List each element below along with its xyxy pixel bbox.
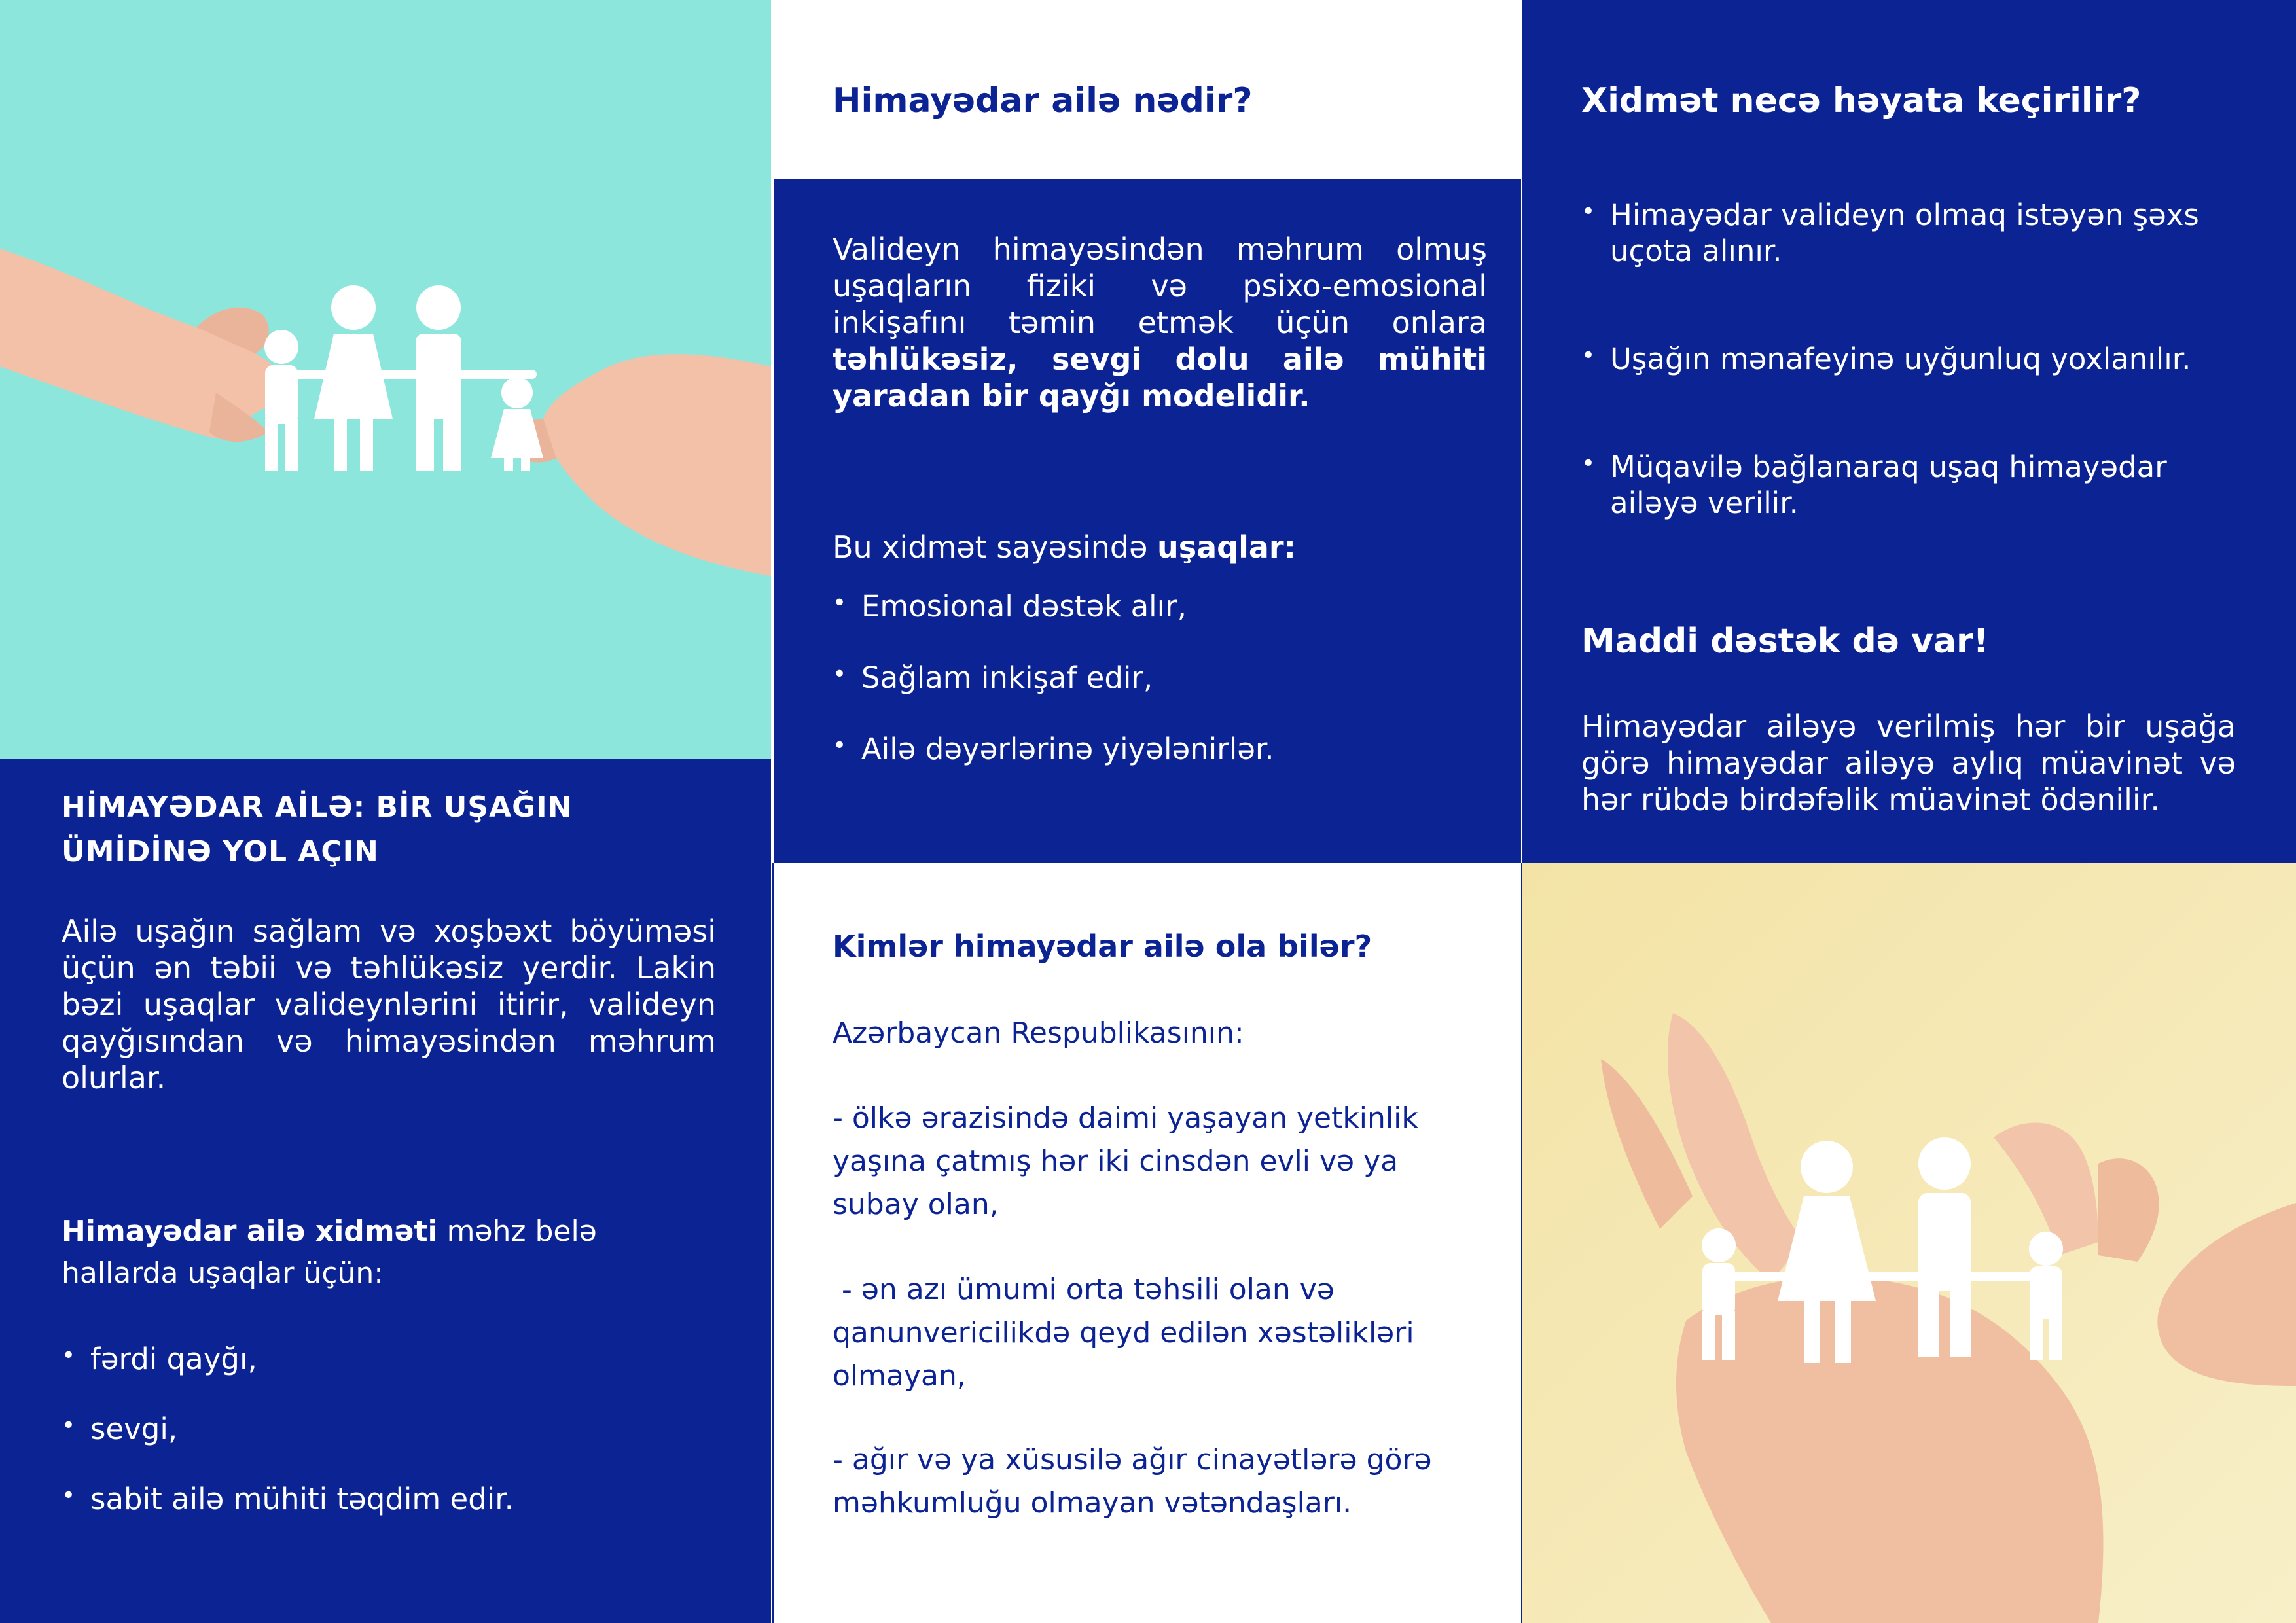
list-item: • Ailə dəyərlərinə yiyələnirlər. bbox=[833, 732, 1487, 768]
support-text: Himayədar ailəyə verilmiş hər bir uşağa görə himayədar ailəyə aylıq müavinət və hər rübdə birdəfəlik müavinət ödənilir. bbox=[1581, 709, 2236, 818]
what-paragraph-bold: təhlükəsiz, sevgi dolu ailə mühiti yaradan bir qayğı modelidir. bbox=[833, 342, 1487, 414]
who-subtitle: Azərbaycan Respublikasının: bbox=[833, 1016, 1244, 1050]
paper-family-palms-photo-icon bbox=[1522, 863, 2296, 1623]
column-divider-left bbox=[772, 863, 774, 1623]
intro-paragraph: Ailə uşağın sağlam və xoşbəxt böyüməsi üçün ən təbii və təhlükəsiz yerdir. Lakin bəzi uşaqlar valideynlərini itirir, valideyn qayğısından və himayəsindən məhrum olurlar. bbox=[62, 914, 716, 1096]
photo-top-left bbox=[0, 0, 771, 759]
list-item: • Sağlam inkişaf edir, bbox=[833, 660, 1487, 696]
list-item: • Emosional dəstək alır, bbox=[833, 589, 1487, 625]
what-paragraph bbox=[833, 231, 1487, 415]
who-item-3: - ağır və ya xüsusilə ağır cinayətlərə görə məhkumluğu olmayan vətəndaşları. bbox=[833, 1443, 1432, 1520]
how-bullets bbox=[1581, 198, 2242, 521]
what-bullets bbox=[833, 589, 1487, 768]
support-title: Maddi dəstək də var! bbox=[1581, 622, 1989, 661]
list-item: • Himayədar valideyn olmaq istəyən şəxs uçota alınır. bbox=[1581, 198, 2242, 270]
what-intro-bold: uşaqlar: bbox=[1157, 529, 1297, 565]
paper-family-hands-photo-icon bbox=[0, 0, 771, 759]
what-intro-plain: Bu xidmət sayəsində bbox=[833, 529, 1158, 565]
what-paragraph-plain: Valideyn himayəsindən məhrum olmuş uşaqların fiziki və psixo-emosional inkişafını təmin etmək üçün onlara bbox=[833, 232, 1487, 341]
service-sentence bbox=[62, 1211, 716, 1294]
service-sentence-bold: Himayədar ailə xidməti bbox=[62, 1215, 438, 1248]
photo-bottom-right bbox=[1522, 863, 2296, 1623]
what-title: Himayədar ailə nədir? bbox=[833, 81, 1253, 120]
panel-intro bbox=[0, 759, 771, 1623]
service-sentence-rest: məhz belə hallarda uşaqlar üçün: bbox=[62, 1215, 597, 1290]
intro-title-line2: ÜMİDİNƏ YOL AÇIN bbox=[62, 835, 379, 869]
who-title: Kimlər himayədar ailə ola bilər? bbox=[833, 929, 1372, 964]
list-item: • sevgi, bbox=[62, 1412, 716, 1448]
who-item-2: - ən azı ümumi orta təhsili olan və qanunvericilikdə qeyd edilən xəstəlikləri olmayan, bbox=[833, 1273, 1424, 1393]
panel-what bbox=[774, 179, 1521, 863]
panel-how bbox=[1522, 0, 2296, 863]
list-item: • Müqavilə bağlanaraq uşaq himayədar ailəyə verilir. bbox=[1581, 450, 2242, 522]
list-item: • Uşağın mənafeyinə uyğunluq yoxlanılır. bbox=[1581, 342, 2242, 378]
who-item-1: - ölkə ərazisində daimi yaşayan yetkinlik yaşına çatmış hər iki cinsdən evli və ya subay olan, bbox=[833, 1101, 1418, 1221]
how-title: Xidmət necə həyata keçirilir? bbox=[1581, 81, 2142, 120]
what-title-panel bbox=[774, 0, 1521, 179]
list-item: • sabit ailə mühiti təqdim edir. bbox=[62, 1482, 716, 1518]
intro-title-line1: HİMAYƏDAR AİLƏ: BİR UŞAĞIN bbox=[62, 791, 573, 824]
intro-title bbox=[62, 785, 716, 874]
what-intro bbox=[833, 529, 1487, 565]
panel-who bbox=[774, 863, 1521, 1623]
intro-bullets bbox=[62, 1342, 716, 1518]
list-item: • fərdi qayğı, bbox=[62, 1342, 716, 1378]
